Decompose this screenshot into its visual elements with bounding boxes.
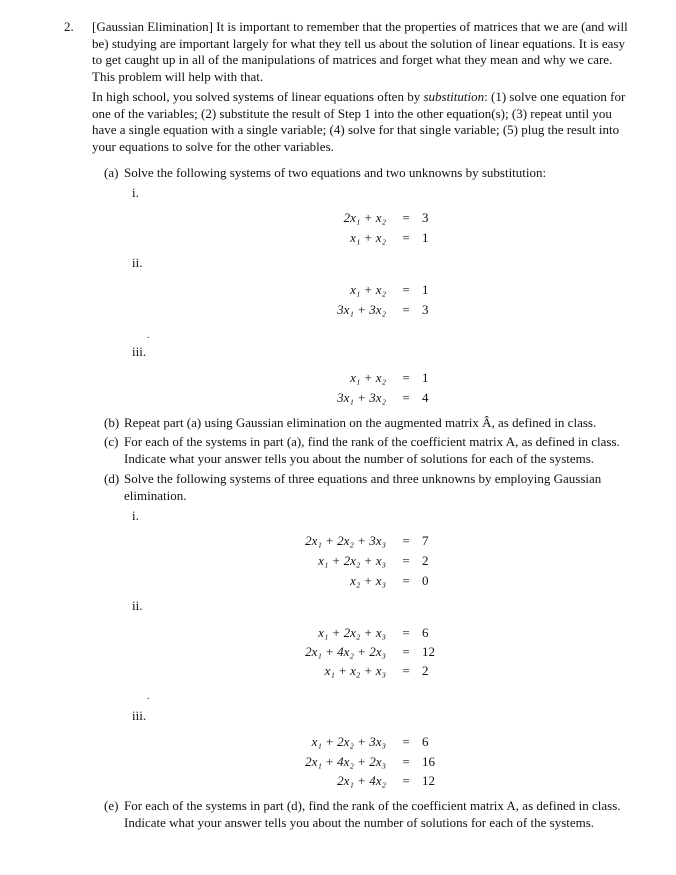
equation-rhs: 12	[422, 773, 435, 788]
substitution-paragraph	[92, 89, 637, 155]
equation-rhs: 16	[422, 754, 435, 769]
equals-sign: =	[402, 302, 410, 317]
equation-row	[250, 572, 490, 590]
equals-sign: =	[402, 734, 410, 749]
equals-sign: =	[402, 773, 410, 788]
equation-lhs: x₁ + 2x₂ + x₃	[318, 553, 386, 568]
equation-lhs: 3x₁ + 3x₂	[337, 390, 386, 405]
system-label: i.	[132, 508, 139, 523]
equation-rhs: 3	[422, 210, 429, 225]
system-label: i.	[132, 185, 139, 200]
equals-sign: =	[402, 370, 410, 385]
para-text: : (1) solve one equation for one of the variables; (2) substitute the result of Step 1 into the other equation(s); (3) repeat until you have a single equation with a single variable; (4) solve for that single variable; (5) plug the result into your equations to solve for the other variables.	[92, 89, 626, 154]
equals-sign: =	[402, 625, 410, 640]
equals-sign: =	[402, 644, 410, 659]
part-text: For each of the systems in part (a), find the rank of the coefficient matrix A, as defined in class. Indicate what your answer tells you about the number of solutions for each of the systems.	[124, 434, 620, 466]
equals-sign: =	[402, 533, 410, 548]
part-a	[104, 165, 634, 182]
para-text: In high school, you solved systems of linear equations often by	[92, 89, 424, 104]
equation-rhs: 0	[422, 573, 429, 588]
equation-lhs: 2x₁ + 4x₂	[337, 773, 386, 788]
part-c	[104, 434, 634, 467]
equals-sign: =	[402, 553, 410, 568]
stray-dot: .	[147, 691, 150, 702]
stray-dot: .	[147, 330, 150, 341]
equation-lhs: 3x₁ + 3x₂	[337, 302, 386, 317]
part-label: (b)	[104, 415, 120, 430]
emphasis-substitution: substitution	[423, 89, 485, 104]
problem-number: 2.	[64, 19, 74, 34]
equation-row	[250, 643, 490, 661]
part-e	[104, 798, 634, 831]
part-text: Solve the following systems of two equations and two unknowns by substitution:	[124, 165, 547, 180]
equation-row	[250, 753, 490, 771]
equation-row	[250, 624, 490, 642]
part-d	[104, 471, 634, 504]
equals-sign: =	[402, 754, 410, 769]
equation-row	[250, 772, 490, 790]
equation-rhs: 7	[422, 533, 429, 548]
equation-rhs: 6	[422, 625, 429, 640]
equation-row	[250, 209, 490, 227]
equation-lhs: x₁ + x₂	[350, 282, 386, 297]
equation-rhs: 1	[422, 282, 429, 297]
part-text: For each of the systems in part (d), find the rank of the coefficient matrix A, as defined in class. Indicate what your answer tells you about the number of solutions for each of the systems.	[124, 798, 621, 830]
equation-lhs: x₂ + x₃	[350, 573, 386, 588]
equation-row	[250, 532, 490, 550]
equation-rhs: 6	[422, 734, 429, 749]
part-label: (a)	[104, 165, 119, 180]
equation-row	[250, 281, 490, 299]
equation-lhs: x₁ + 2x₂ + x₃	[318, 625, 386, 640]
part-label: (c)	[104, 434, 119, 449]
system-label: iii.	[132, 344, 147, 359]
equation-rhs: 2	[422, 663, 429, 678]
part-text: Repeat part (a) using Gaussian elimination on the augmented matrix Â, as defined in class.	[124, 415, 597, 430]
equation-lhs: 2x₁ + 2x₂ + 3x₃	[305, 533, 386, 548]
system-label: iii.	[132, 708, 147, 723]
intro-paragraph: [Gaussian Elimination] It is important to remember that the properties of matrices that we are (and will be) studying are important largely for what they tell us about the solution of linear equations. It is easy to get caught up in all of the manipulations of matrices and forget what they mean and why we care. This problem will help with that.	[92, 19, 628, 84]
equals-sign: =	[402, 210, 410, 225]
part-label: (e)	[104, 798, 119, 813]
system-label: ii.	[132, 598, 143, 613]
equals-sign: =	[402, 663, 410, 678]
equation-lhs: x₁ + x₂	[350, 230, 386, 245]
equation-row	[250, 301, 490, 319]
equals-sign: =	[402, 230, 410, 245]
equation-lhs: x₁ + 2x₂ + 3x₃	[311, 734, 386, 749]
equation-row	[250, 369, 490, 387]
equals-sign: =	[402, 390, 410, 405]
equation-rhs: 1	[422, 370, 429, 385]
equation-lhs: 2x₁ + 4x₂ + 2x₃	[305, 754, 386, 769]
equation-lhs: 2x₁ + x₂	[343, 210, 386, 225]
part-b	[104, 415, 634, 432]
part-text: Solve the following systems of three equations and three unknowns by employing Gaussian elimination.	[124, 471, 602, 503]
equation-row	[250, 733, 490, 751]
equation-row	[250, 662, 490, 680]
equation-rhs: 1	[422, 230, 429, 245]
equation-row	[250, 389, 490, 407]
equation-rhs: 3	[422, 302, 429, 317]
equation-lhs: 2x₁ + 4x₂ + 2x₃	[305, 644, 386, 659]
equation-lhs: x₁ + x₂ + x₃	[324, 663, 386, 678]
equation-rhs: 4	[422, 390, 429, 405]
equals-sign: =	[402, 282, 410, 297]
equation-rhs: 12	[422, 644, 435, 659]
equation-lhs: x₁ + x₂	[350, 370, 386, 385]
part-label: (d)	[104, 471, 120, 486]
equation-rhs: 2	[422, 553, 429, 568]
equals-sign: =	[402, 573, 410, 588]
system-label: ii.	[132, 255, 143, 270]
equation-row	[250, 229, 490, 247]
equation-row	[250, 552, 490, 570]
